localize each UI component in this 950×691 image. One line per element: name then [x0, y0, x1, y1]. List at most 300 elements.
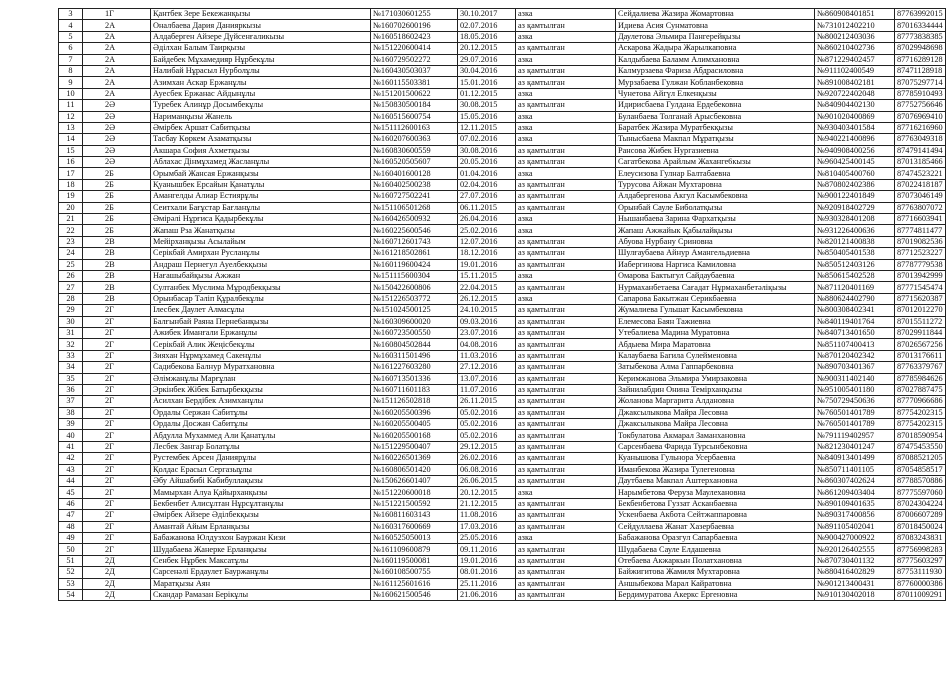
social-status-cell: аз қамтылған	[516, 339, 616, 350]
row-number-cell: 45	[59, 487, 83, 498]
birth-certificate-number-cell: №160723500550	[371, 327, 458, 338]
table-row	[59, 316, 946, 327]
table-row	[59, 88, 946, 99]
social-status-cell: аз қамтылған	[516, 305, 616, 316]
row-number-cell: 44	[59, 476, 83, 487]
table-row	[59, 134, 946, 145]
table-row	[59, 441, 946, 452]
parent-id-number-cell: №840119401764	[815, 316, 895, 327]
birth-certificate-number-cell: №160702600196	[371, 20, 458, 31]
birth-date-cell: 20.12.2015	[458, 487, 516, 498]
birth-date-cell: 30.10.2017	[458, 9, 516, 20]
birth-date-cell: 15.11.2015	[458, 270, 516, 281]
student-name-cell: Шудабаева Жанерке Ерланқызы	[151, 544, 371, 555]
class-name-cell: 2Ә	[83, 111, 151, 122]
birth-date-cell: 20.12.2015	[458, 43, 516, 54]
social-status-cell: аз қамтылған	[516, 179, 616, 190]
social-status-cell: азка	[516, 487, 616, 498]
social-status-cell: аз қамтылған	[516, 476, 616, 487]
parent-name-cell: Даутбаева Макпал Аштерхановна	[616, 476, 815, 487]
parent-id-number-cell: №760501401789	[815, 407, 895, 418]
phone-number-cell: 87471128918	[895, 65, 946, 76]
class-name-cell: 2Д	[83, 555, 151, 566]
birth-certificate-number-cell: №160226501369	[371, 453, 458, 464]
class-name-cell: 2Ә	[83, 145, 151, 156]
class-name-cell: 2Г	[83, 373, 151, 384]
class-name-cell: 2Г	[83, 419, 151, 430]
class-name-cell: 1Г	[83, 9, 151, 20]
parent-name-cell: Нарымбетова Феруза Маулехановна	[616, 487, 815, 498]
row-number-cell: 40	[59, 430, 83, 441]
birth-certificate-number-cell: №151024500125	[371, 305, 458, 316]
parent-id-number-cell: №931226400636	[815, 225, 895, 236]
parent-id-number-cell: №940221400896	[815, 134, 895, 145]
phone-number-cell: 87753111930	[895, 567, 946, 578]
parent-id-number-cell: №860210402736	[815, 43, 895, 54]
birth-certificate-number-cell: №160729502272	[371, 54, 458, 65]
social-status-cell: аз қамтылған	[516, 282, 616, 293]
birth-date-cell: 11.08.2016	[458, 510, 516, 521]
row-number-cell: 31	[59, 327, 83, 338]
parent-name-cell: Керимжанова Эльмира Умирзаковна	[616, 373, 815, 384]
parent-id-number-cell: №800212403036	[815, 31, 895, 42]
row-number-cell: 30	[59, 316, 83, 327]
birth-date-cell: 12.07.2016	[458, 236, 516, 247]
phone-number-cell: 87024304224	[895, 498, 946, 509]
row-number-cell: 7	[59, 54, 83, 65]
table-row	[59, 578, 946, 589]
social-status-cell: азка	[516, 111, 616, 122]
birth-date-cell: 30.08.2016	[458, 145, 516, 156]
table-row	[59, 407, 946, 418]
social-status-cell: аз қамтылған	[516, 145, 616, 156]
class-name-cell: 2Д	[83, 589, 151, 600]
table-row	[59, 157, 946, 168]
row-number-cell: 10	[59, 88, 83, 99]
birth-date-cell: 07.02.2016	[458, 134, 516, 145]
class-name-cell: 2В	[83, 236, 151, 247]
student-name-cell: Азимхан Аскар Ержанұлы	[151, 77, 371, 88]
student-name-cell: Ауесбек Ержанас Айдынұлы	[151, 88, 371, 99]
phone-number-cell: 87715620387	[895, 293, 946, 304]
row-number-cell: 53	[59, 578, 83, 589]
phone-number-cell: 87083243831	[895, 532, 946, 543]
student-name-cell: Асилхан Бердібек Азимханұлы	[151, 396, 371, 407]
row-number-cell: 49	[59, 532, 83, 543]
student-name-cell: Алдаберген Айзере Дүйсенғаликызы	[151, 31, 371, 42]
phone-number-cell: 87712523227	[895, 248, 946, 259]
birth-certificate-number-cell: №160108500755	[371, 567, 458, 578]
social-status-cell: азка	[516, 293, 616, 304]
birth-certificate-number-cell: №150626601407	[371, 476, 458, 487]
phone-number-cell: 87475453550	[895, 441, 946, 452]
phone-number-cell: 87013185466	[895, 157, 946, 168]
student-name-cell: Жапаш Рза Жанатқызы	[151, 225, 371, 236]
birth-date-cell: 26.12.2015	[458, 293, 516, 304]
parent-id-number-cell: №871120401169	[815, 282, 895, 293]
birth-date-cell: 13.07.2016	[458, 373, 516, 384]
parent-name-cell: Нурмаханбетаева Сағадат Нұрмаханбетәліқызы	[616, 282, 815, 293]
class-name-cell: 2Г	[83, 487, 151, 498]
birth-date-cell: 06.11.2015	[458, 202, 516, 213]
social-status-cell: аз қамтылған	[516, 396, 616, 407]
phone-number-cell: 87076969410	[895, 111, 946, 122]
parent-name-cell: Калмурзаева Фариза Абдрасиловна	[616, 65, 815, 76]
parent-name-cell: Алдабергенова Акгул Касымбековна	[616, 191, 815, 202]
phone-number-cell: 87788570886	[895, 476, 946, 487]
class-name-cell: 2Г	[83, 384, 151, 395]
student-register-table	[58, 8, 946, 601]
row-number-cell: 5	[59, 31, 83, 42]
social-status-cell: аз қамтылған	[516, 259, 616, 270]
class-name-cell: 2Б	[83, 191, 151, 202]
birth-date-cell: 21.06.2016	[458, 589, 516, 600]
birth-certificate-number-cell: №161218502861	[371, 248, 458, 259]
row-number-cell: 50	[59, 544, 83, 555]
class-name-cell: 2А	[83, 88, 151, 99]
phone-number-cell: 87029948698	[895, 43, 946, 54]
parent-name-cell: Сейдуллаева Жанат Хазербаевна	[616, 521, 815, 532]
row-number-cell: 52	[59, 567, 83, 578]
class-name-cell: 2Г	[83, 476, 151, 487]
social-status-cell: аз қамтылған	[516, 578, 616, 589]
parent-id-number-cell: №940908400256	[815, 145, 895, 156]
parent-name-cell: Байжигитова Жамиля Мухтаровна	[616, 567, 815, 578]
birth-date-cell: 29.12.2015	[458, 441, 516, 452]
social-status-cell: аз қамтылған	[516, 100, 616, 111]
student-name-cell: Әділхан Балым Таирқызы	[151, 43, 371, 54]
row-number-cell: 12	[59, 111, 83, 122]
parent-name-cell: Жумалиева Гульшат Касымбековна	[616, 305, 815, 316]
parent-name-cell: Мурзабаева Гулжан Кобланбековна	[616, 77, 815, 88]
parent-name-cell: Жапаш Ажжайык Қабылайқызы	[616, 225, 815, 236]
birth-certificate-number-cell: №151220600414	[371, 43, 458, 54]
student-name-cell: Лесбек Зангар Болатұлы	[151, 441, 371, 452]
student-name-cell: Туребек Алинұр Досымбекұлы	[151, 100, 371, 111]
parent-id-number-cell: №860307402624	[815, 476, 895, 487]
student-name-cell: Орымбай Жансая Ержанқызы	[151, 168, 371, 179]
social-status-cell: аз қамтылған	[516, 464, 616, 475]
phone-number-cell: 87018450024	[895, 521, 946, 532]
table-row	[59, 9, 946, 20]
class-name-cell: 2В	[83, 259, 151, 270]
phone-number-cell: 87763049318	[895, 134, 946, 145]
row-number-cell: 28	[59, 293, 83, 304]
birth-date-cell: 21.12.2015	[458, 498, 516, 509]
social-status-cell: аз қамтылған	[516, 430, 616, 441]
row-number-cell: 37	[59, 396, 83, 407]
parent-id-number-cell: №870730401132	[815, 555, 895, 566]
table-row	[59, 419, 946, 430]
parent-id-number-cell: №960425400145	[815, 157, 895, 168]
birth-certificate-number-cell: №150830500184	[371, 100, 458, 111]
parent-id-number-cell: №920126402555	[815, 544, 895, 555]
birth-certificate-number-cell: №160225600546	[371, 225, 458, 236]
birth-certificate-number-cell: №171030601255	[371, 9, 458, 20]
phone-number-cell: 87022418187	[895, 179, 946, 190]
parent-name-cell: Бекбенбетова Гуззат Асканбаевна	[616, 498, 815, 509]
social-status-cell: азка	[516, 225, 616, 236]
parent-id-number-cell: №850711401105	[815, 464, 895, 475]
phone-number-cell: 87775603297	[895, 555, 946, 566]
row-number-cell: 39	[59, 419, 83, 430]
social-status-cell: азка	[516, 134, 616, 145]
row-number-cell: 33	[59, 350, 83, 361]
table-row	[59, 100, 946, 111]
social-status-cell: аз қамтылған	[516, 362, 616, 373]
table-row	[59, 20, 946, 31]
social-status-cell: азка	[516, 270, 616, 281]
table-row	[59, 339, 946, 350]
parent-name-cell: Омарова Бактыгул Сайдаубаевна	[616, 270, 815, 281]
parent-id-number-cell: №870120402342	[815, 350, 895, 361]
birth-date-cell: 27.12.2016	[458, 362, 516, 373]
class-name-cell: 2Г	[83, 544, 151, 555]
table-row	[59, 396, 946, 407]
birth-certificate-number-cell: №160401600128	[371, 168, 458, 179]
birth-date-cell: 12.11.2015	[458, 122, 516, 133]
parent-name-cell: Рансова Жибек Нургазиевна	[616, 145, 815, 156]
birth-certificate-number-cell: №161109600879	[371, 544, 458, 555]
parent-id-number-cell: №880624402790	[815, 293, 895, 304]
birth-date-cell: 15.05.2016	[458, 111, 516, 122]
row-number-cell: 26	[59, 270, 83, 281]
class-name-cell: 2Г	[83, 453, 151, 464]
birth-date-cell: 05.02.2016	[458, 430, 516, 441]
birth-certificate-number-cell: №160317600669	[371, 521, 458, 532]
table-row	[59, 453, 946, 464]
student-name-cell: Байдебек Мұхамедияр Нұрбекұлы	[151, 54, 371, 65]
phone-number-cell: 87029911844	[895, 327, 946, 338]
row-number-cell: 47	[59, 510, 83, 521]
row-number-cell: 46	[59, 498, 83, 509]
student-name-cell: Амантай Айым Ерланқызы	[151, 521, 371, 532]
student-name-cell: Қуанышбек Ерсайын Қанатұлы	[151, 179, 371, 190]
table-row	[59, 31, 946, 42]
birth-certificate-number-cell: №160430503037	[371, 65, 458, 76]
row-number-cell: 14	[59, 134, 83, 145]
row-number-cell: 17	[59, 168, 83, 179]
parent-id-number-cell: №871229402457	[815, 54, 895, 65]
social-status-cell: азка	[516, 122, 616, 133]
social-status-cell: аз қамтылған	[516, 384, 616, 395]
parent-id-number-cell: №901213400431	[815, 578, 895, 589]
birth-certificate-number-cell: №160115503381	[371, 77, 458, 88]
birth-certificate-number-cell: №151226503772	[371, 293, 458, 304]
birth-certificate-number-cell: №160621500546	[371, 589, 458, 600]
row-number-cell: 15	[59, 145, 83, 156]
birth-certificate-number-cell: №151221500592	[371, 498, 458, 509]
social-status-cell: аз қамтылған	[516, 555, 616, 566]
class-name-cell: 2Б	[83, 168, 151, 179]
class-name-cell: 2А	[83, 31, 151, 42]
parent-id-number-cell: №850615402528	[815, 270, 895, 281]
class-name-cell: 2Г	[83, 327, 151, 338]
row-number-cell: 35	[59, 373, 83, 384]
birth-date-cell: 29.07.2016	[458, 54, 516, 65]
parent-name-cell: Даулетова Эльмира Пангерейқызы	[616, 31, 815, 42]
birth-date-cell: 05.02.2016	[458, 419, 516, 430]
student-name-cell: Әмірбек Аршат Сабитқызы	[151, 122, 371, 133]
parent-name-cell: Сапарова Бакытжан Серикбаевна	[616, 293, 815, 304]
table-row	[59, 521, 946, 532]
birth-certificate-number-cell: №151220600018	[371, 487, 458, 498]
phone-number-cell: 87771545474	[895, 282, 946, 293]
parent-name-cell: Иманбекова Жазира Тулегеновна	[616, 464, 815, 475]
student-name-cell: Орынбасар Тәліп Құралбекұлы	[151, 293, 371, 304]
student-name-cell: Сарсенәлі Ердаулет Бауржанұлы	[151, 567, 371, 578]
phone-number-cell: 87752756646	[895, 100, 946, 111]
student-name-cell: Тасбау Көркем Азаматқызы	[151, 134, 371, 145]
parent-name-cell: Баратбек Жазира Муратбекқызы	[616, 122, 815, 133]
birth-date-cell: 25.02.2016	[458, 225, 516, 236]
phone-number-cell: 87474523221	[895, 168, 946, 179]
social-status-cell: аз қамтылған	[516, 316, 616, 327]
parent-id-number-cell: №930328401208	[815, 214, 895, 225]
parent-id-number-cell: №850512403126	[815, 259, 895, 270]
table-row	[59, 54, 946, 65]
phone-number-cell: 87027887475	[895, 384, 946, 395]
phone-number-cell: 87013176611	[895, 350, 946, 361]
parent-id-number-cell: №890317400856	[815, 510, 895, 521]
parent-name-cell: Токбулатова Акмарал Заманхановна	[616, 430, 815, 441]
phone-number-cell: 87763992015	[895, 9, 946, 20]
row-number-cell: 18	[59, 179, 83, 190]
student-name-cell: Әмірбек Айзере Әділбекқызы	[151, 510, 371, 521]
student-name-cell: Маратқызы Аян	[151, 578, 371, 589]
student-name-cell: Мамырхан Алуа Қайырханқызы	[151, 487, 371, 498]
social-status-cell: азка	[516, 54, 616, 65]
social-status-cell: аз қамтылған	[516, 498, 616, 509]
row-number-cell: 34	[59, 362, 83, 373]
student-name-cell: Бекбенбет Алисұлтан Нұрсұлтанұлы	[151, 498, 371, 509]
parent-name-cell: Зайнилабдин Онина Темірханқызы	[616, 384, 815, 395]
birth-date-cell: 18.05.2016	[458, 31, 516, 42]
student-name-cell: Нариманқызы Жанель	[151, 111, 371, 122]
birth-date-cell: 17.03.2016	[458, 521, 516, 532]
birth-certificate-number-cell: №160119600424	[371, 259, 458, 270]
row-number-cell: 3	[59, 9, 83, 20]
parent-name-cell: Шулғаубаева Айнур Амангельдиевна	[616, 248, 815, 259]
parent-id-number-cell: №760501401789	[815, 419, 895, 430]
birth-date-cell: 08.01.2016	[458, 567, 516, 578]
row-number-cell: 51	[59, 555, 83, 566]
table-row	[59, 384, 946, 395]
table-body	[59, 9, 946, 601]
row-number-cell: 29	[59, 305, 83, 316]
social-status-cell: аз қамтылған	[516, 248, 616, 259]
phone-number-cell: 87773838385	[895, 31, 946, 42]
birth-certificate-number-cell: №151201500622	[371, 88, 458, 99]
class-name-cell: 2Г	[83, 407, 151, 418]
social-status-cell: аз қамтылған	[516, 373, 616, 384]
phone-number-cell: 87785984626	[895, 373, 946, 384]
parent-name-cell: Бердимуратова Акеркс Ергеновна	[616, 589, 815, 600]
birth-certificate-number-cell: №160119500081	[371, 555, 458, 566]
student-name-cell: Қантбек Зере Бекежанқызы	[151, 9, 371, 20]
parent-id-number-cell: №900427000922	[815, 532, 895, 543]
birth-certificate-number-cell: №161125601616	[371, 578, 458, 589]
table-row	[59, 179, 946, 190]
student-name-cell: Серікбай Амирхан Русланұлы	[151, 248, 371, 259]
parent-name-cell: Отебаева Акжаркын Полатхановна	[616, 555, 815, 566]
class-name-cell: 2Б	[83, 202, 151, 213]
phone-number-cell: 87787779538	[895, 259, 946, 270]
parent-id-number-cell: №920918402729	[815, 202, 895, 213]
student-name-cell: Аблахас Дінмұхамед Жасланұлы	[151, 157, 371, 168]
parent-id-number-cell: №810405400760	[815, 168, 895, 179]
table-row	[59, 202, 946, 213]
birth-date-cell: 04.08.2016	[458, 339, 516, 350]
phone-number-cell: 87013942999	[895, 270, 946, 281]
class-name-cell: 2Г	[83, 339, 151, 350]
row-number-cell: 24	[59, 248, 83, 259]
birth-certificate-number-cell: №160727502241	[371, 191, 458, 202]
row-number-cell: 20	[59, 202, 83, 213]
phone-number-cell: 87088521205	[895, 453, 946, 464]
row-number-cell: 43	[59, 464, 83, 475]
table-row	[59, 555, 946, 566]
birth-date-cell: 26.04.2016	[458, 214, 516, 225]
parent-id-number-cell: №910130402018	[815, 589, 895, 600]
table-row	[59, 65, 946, 76]
student-name-cell: Серікбай Алик Жеңісбекұлы	[151, 339, 371, 350]
phone-number-cell: 87073046149	[895, 191, 946, 202]
class-name-cell: 2Г	[83, 464, 151, 475]
birth-date-cell: 25.05.2016	[458, 532, 516, 543]
birth-date-cell: 30.04.2016	[458, 65, 516, 76]
row-number-cell: 19	[59, 191, 83, 202]
parent-id-number-cell: №890109401635	[815, 498, 895, 509]
social-status-cell: азка	[516, 214, 616, 225]
phone-number-cell: 87716289128	[895, 54, 946, 65]
birth-certificate-number-cell: №150422600806	[371, 282, 458, 293]
phone-number-cell: 87479141494	[895, 145, 946, 156]
social-status-cell: аз қамтылған	[516, 407, 616, 418]
class-name-cell: 2А	[83, 43, 151, 54]
class-name-cell: 2Ә	[83, 100, 151, 111]
birth-certificate-number-cell: №151115600304	[371, 270, 458, 281]
birth-certificate-number-cell: №160515600754	[371, 111, 458, 122]
table-row	[59, 43, 946, 54]
parent-name-cell: Аскарова Жадыра Жарылкаповна	[616, 43, 815, 54]
phone-number-cell: 87016334444	[895, 20, 946, 31]
class-name-cell: 2Г	[83, 316, 151, 327]
phone-number-cell: 87019082536	[895, 236, 946, 247]
birth-date-cell: 24.10.2015	[458, 305, 516, 316]
birth-date-cell: 11.03.2016	[458, 350, 516, 361]
phone-number-cell: 87054858517	[895, 464, 946, 475]
class-name-cell: 2Г	[83, 305, 151, 316]
row-number-cell: 32	[59, 339, 83, 350]
birth-date-cell: 25.11.2016	[458, 578, 516, 589]
phone-number-cell: 87006607289	[895, 510, 946, 521]
table-row	[59, 498, 946, 509]
social-status-cell: аз қамтылған	[516, 521, 616, 532]
student-name-cell: Налибай Нұрасыл Нурболұлы	[151, 65, 371, 76]
birth-certificate-number-cell: №151106501268	[371, 202, 458, 213]
student-name-cell: Ілесбек Даулет Алмасұлы	[151, 305, 371, 316]
birth-date-cell: 01.04.2016	[458, 168, 516, 179]
parent-name-cell: Ускенбаева Акбота Сейтжаппаровна	[616, 510, 815, 521]
social-status-cell: аз қамтылған	[516, 20, 616, 31]
social-status-cell: аз қамтылған	[516, 191, 616, 202]
table-row	[59, 350, 946, 361]
birth-date-cell: 23.07.2016	[458, 327, 516, 338]
social-status-cell: азка	[516, 168, 616, 179]
birth-certificate-number-cell: №151112600163	[371, 122, 458, 133]
student-name-cell: Султанбек Муслима Мұродбекқызы	[151, 282, 371, 293]
